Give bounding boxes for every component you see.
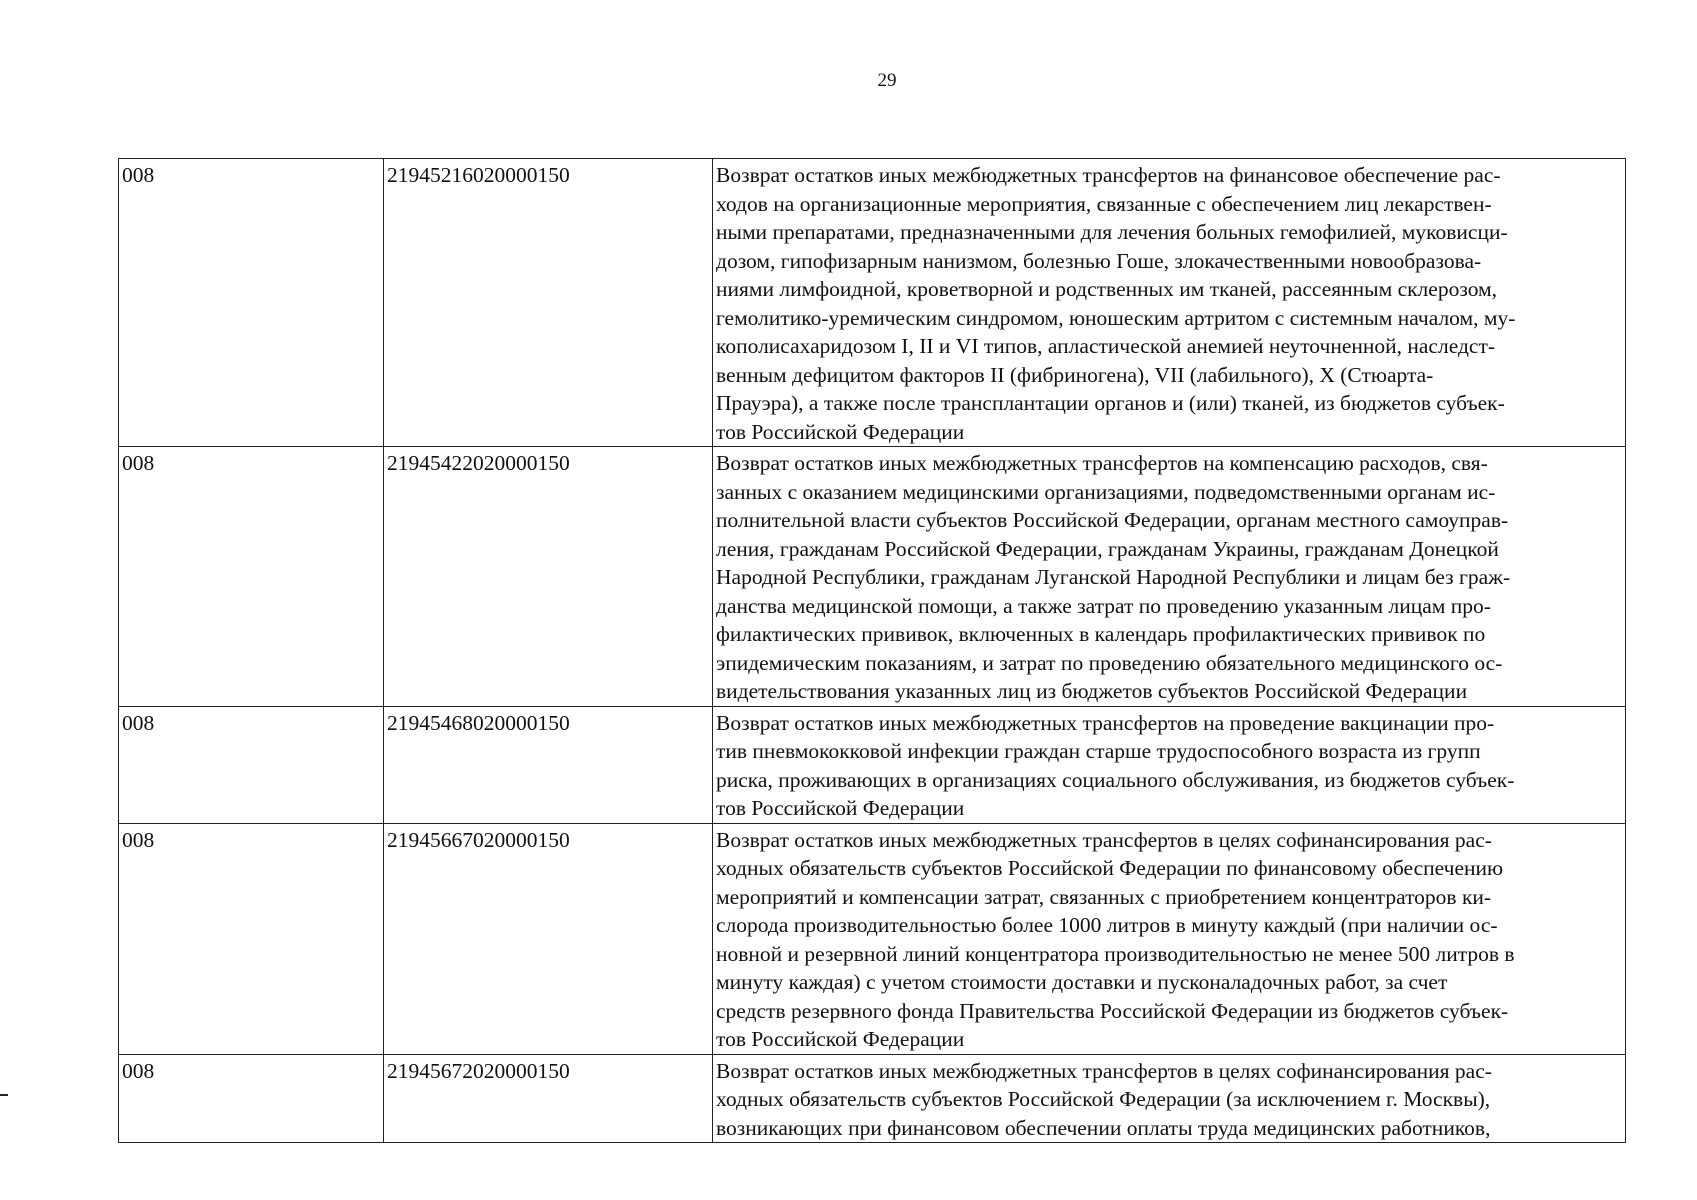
description-cell: [713, 823, 1626, 1054]
description-line: ходных обязательств субъектов Российской Федерации по финансовому обеспечению: [716, 856, 1504, 880]
description-cell: [713, 159, 1626, 447]
description-cell: [713, 706, 1626, 823]
description-cell: [713, 1054, 1626, 1143]
budget-code-cell: 21945422020000150: [384, 447, 713, 707]
budget-code-cell: 21945216020000150: [384, 159, 713, 447]
description-line: Возврат остатков иных межбюджетных трансфертов в целях софинансирования рас-: [716, 1058, 1492, 1083]
table-row: [119, 447, 1626, 707]
description-line: Прауэра), а также после трансплантации органов и (или) тканей, из бюджетов субъек-: [716, 391, 1505, 415]
description-line: ления, гражданам Российской Федерации, гражданам Украины, гражданам Донецкой: [716, 536, 1499, 561]
description-line: дозом, гипофизарным нанизмом, болезнью Гоше, злокачественными новообразова-: [716, 248, 1482, 273]
budget-code-cell: 21945667020000150: [384, 823, 713, 1054]
admin-code-cell: 008: [119, 706, 384, 823]
budget-code-cell: 21945468020000150: [384, 706, 713, 823]
table-row: [119, 159, 1626, 447]
description-line: Возврат остатков иных межбюджетных трансфертов в целях софинансирования рас-: [716, 827, 1492, 852]
admin-code-cell: 008: [119, 159, 384, 447]
description-line: Возврат остатков иных межбюджетных трансфертов на финансовое обеспечение рас-: [716, 163, 1501, 187]
description-line: возникающих при финансовом обеспечении оплаты труда медицинских работников,: [716, 1115, 1491, 1140]
description-line: ходов на организационные мероприятия, связанные с обеспечением лиц лекарствен-: [716, 191, 1492, 216]
table-row: [119, 823, 1626, 1054]
description-cell: [713, 447, 1626, 707]
description-line: полнительной власти субъектов Российской Федерации, органам местного самоуправ-: [716, 508, 1509, 532]
description-line: средств резервного фонда Правительства Российской Федерации из бюджетов субъек-: [716, 998, 1509, 1023]
admin-code-cell: 008: [119, 823, 384, 1054]
description-line: видетельствования указанных лиц из бюджетов субъектов Российской Федерации: [716, 679, 1468, 703]
table-row: [119, 1054, 1626, 1143]
scan-mark: [0, 1094, 8, 1096]
description-line: тов Российской Федерации: [716, 796, 965, 820]
description-line: кополисахаридозом I, II и VI типов, апластической анемией неуточненной, наследст-: [716, 334, 1495, 358]
description-line: гемолитико-уремическим синдромом, юношеским артритом с системным началом, му-: [716, 305, 1516, 330]
description-line: тов Российской Федерации: [716, 1027, 965, 1051]
description-line: ниями лимфоидной, кроветворной и родственных им тканей, рассеянным склерозом,: [716, 277, 1498, 301]
admin-code-cell: 008: [119, 1054, 384, 1143]
admin-code-cell: 008: [119, 447, 384, 707]
description-line: Народной Республики, гражданам Луганской Народной Республики и лицам без граж-: [716, 565, 1511, 589]
description-line: слорода производительностью более 1000 литров в минуту каждый (при наличии ос-: [716, 913, 1498, 937]
description-line: занных с оказанием медицинскими организациями, подведомственными органам ис-: [716, 479, 1496, 504]
description-line: эпидемическим показаниям, и затрат по проведению обязательного медицинского ос-: [716, 650, 1503, 675]
description-line: мероприятий и компенсации затрат, связанных с приобретением концентраторов ки-: [716, 884, 1492, 909]
description-line: тов Российской Федерации: [716, 419, 965, 444]
description-line: венным дефицитом факторов II (фибриногена), VII (лабильного), X (Стюарта-: [716, 362, 1434, 387]
description-line: новной и резервной линий концентратора производительностью не менее 500 литров в: [716, 941, 1515, 966]
budget-code-cell: 21945672020000150: [384, 1054, 713, 1143]
description-line: филактических прививок, включенных в календарь профилактических прививок по: [716, 622, 1486, 646]
description-line: ными препаратами, предназначенными для лечения больных гемофилией, муковисци-: [716, 220, 1508, 244]
budget-code-table: [118, 158, 1626, 1143]
description-line: риска, проживающих в организациях социального обслуживания, из бюджетов субъек-: [716, 767, 1515, 792]
page-number: 29: [877, 70, 897, 91]
description-line: тив пневмококковой инфекции граждан старше трудоспособного возраста из групп: [716, 739, 1481, 763]
description-line: Возврат остатков иных межбюджетных трансфертов на проведение вакцинации про-: [716, 710, 1495, 735]
table-row: [119, 706, 1626, 823]
description-line: минуту каждая) с учетом стоимости доставки и пусконаладочных работ, за счет: [716, 970, 1448, 994]
description-line: Возврат остатков иных межбюджетных трансфертов на компенсацию расходов, свя-: [716, 451, 1488, 475]
description-line: данства медицинской помощи, а также затрат по проведению указанным лицам про-: [716, 593, 1491, 618]
description-line: ходных обязательств субъектов Российской Федерации (за исключением г. Москвы),: [716, 1087, 1491, 1111]
